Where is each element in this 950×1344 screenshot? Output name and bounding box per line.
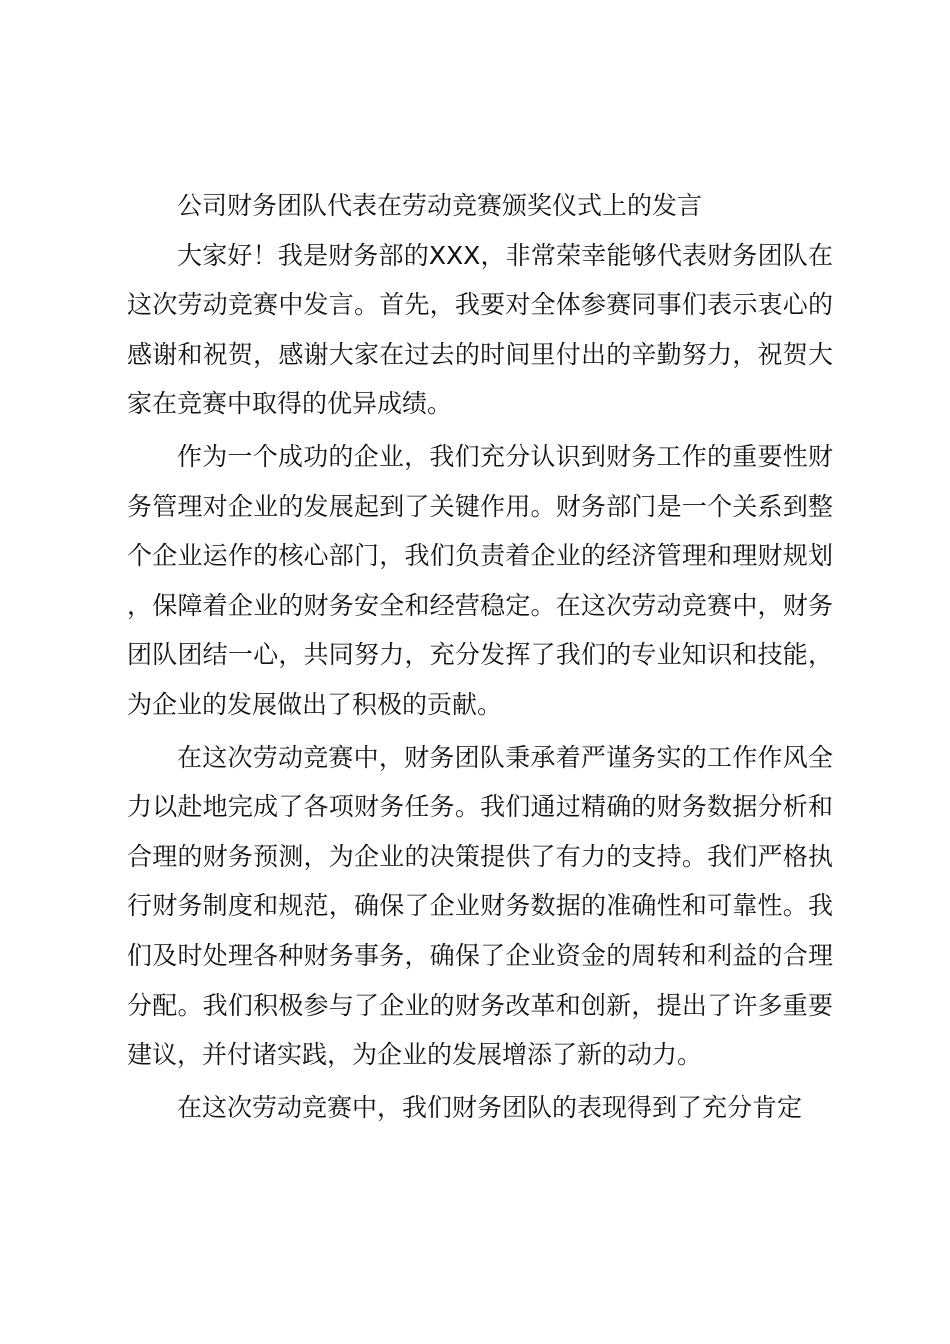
- paragraph-greeting: 大家好！我是财务部的XXX，非常荣幸能够代表财务团队在这次劳动竞赛中发言。首先，我要对全体参赛同事们表示衷心的感谢和祝贺，感谢大家在过去的时间里付出的辛勤努力，祝贺大家在竞赛中取得的优异成绩。: [127, 240, 833, 419]
- paragraph-team-work: 在这次劳动竞赛中，财务团队秉承着严谨务实的工作作风全力以赴地完成了各项财务任务。我们通过精确的财务数据分析和合理的财务预测，为企业的决策提供了有力的支持。我们严格执行财务制度和规范，确保了企业财务数据的准确性和可靠性。我们及时处理各种财务事务，确保了企业资金的周转和利益的合理分配。我们积极参与了企业的财务改革和创新，提出了许多重要建议，并付诸实践，为企业的发展增添了新的动力。: [127, 742, 833, 1070]
- document-title: 公司财务团队代表在劳动竞赛颁奖仪式上的发言: [177, 191, 703, 220]
- paragraph-finance-importance: 作为一个成功的企业，我们充分认识到财务工作的重要性财务管理对企业的发展起到了关键作用。财务部门是一个关系到整个企业运作的核心部门，我们负责着企业的经济管理和理财规划，保障着企业的财务安全和经营稳定。在这次劳动竞赛中，财务团队团结一心，共同努力，充分发挥了我们的专业知识和技能，为企业的发展做出了积极的贡献。: [127, 441, 833, 719]
- paragraph-recognition: 在这次劳动竞赛中，我们财务团队的表现得到了充分肯定: [177, 1092, 803, 1122]
- document-body: [127, 181, 833, 1135]
